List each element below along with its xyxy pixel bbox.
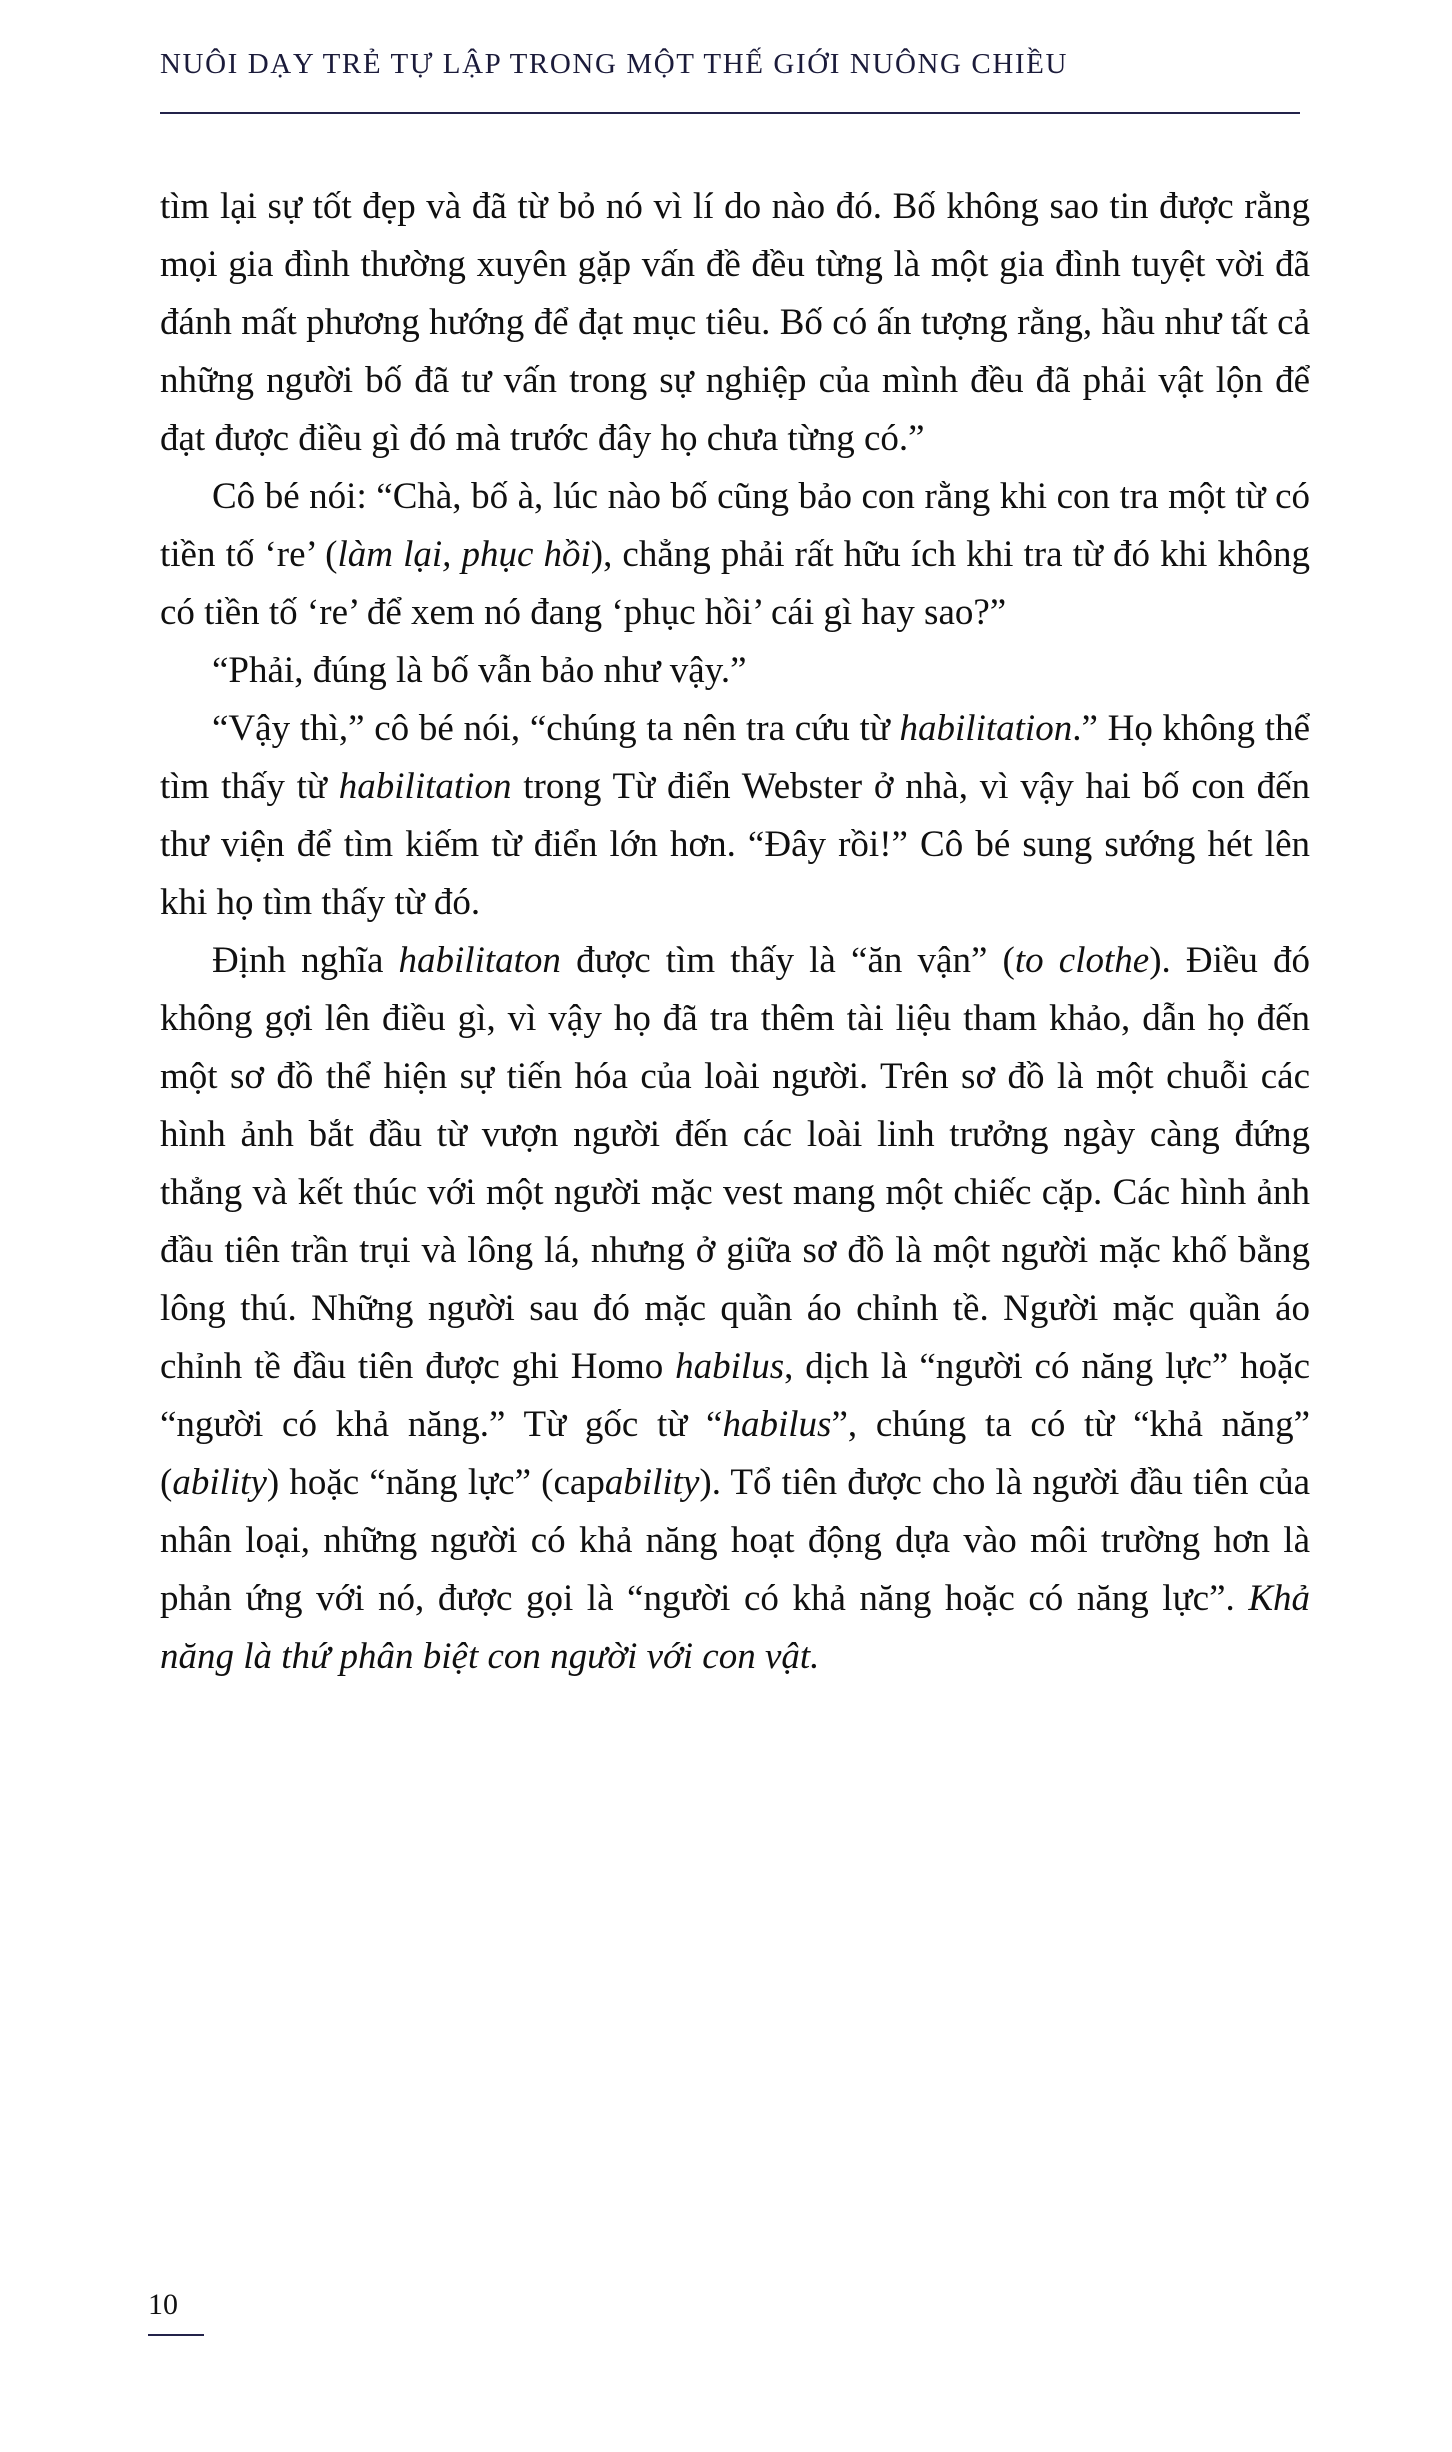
paragraph-4-text: “Vậy thì,” cô bé nói, “chúng ta nên tra cứu từ habilitation.” Họ không thể tìm thấy từ habilitation trong Từ điển Webster ở nhà, vì vậy hai bố con đến thư viện để tìm kiếm từ điển lớn hơn. “Đây rồi!” Cô bé sung sướng hét lên khi họ tìm thấy từ đó. — [160, 708, 1310, 923]
running-head: NUÔI DẠY TRẺ TỰ LẬP TRONG MỘT THẾ GIỚI NUÔNG CHIỀU — [160, 48, 1069, 80]
paragraph-4 — [160, 700, 1310, 932]
paragraph-5-text: Định nghĩa habilitaton được tìm thấy là “ăn vận” (to clothe). Điều đó không gợi lên điều gì, vì vậy họ đã tra thêm tài liệu tham khảo, dẫn họ đến một sơ đồ thể hiện sự tiến hóa của loài người. Trên sơ đồ là một chuỗi các hình ảnh bắt đầu từ vượn người đến các loài linh trưởng ngày càng đứng thẳng và kết thúc với một người mặc vest mang một chiếc cặp. Các hình ảnh đầu tiên trần trụi và lông lá, nhưng ở giữa sơ đồ là một người mặc khố bằng lông thú. Những người sau đó mặc quần áo chỉnh tề. Người mặc quần áo chỉnh tề đầu tiên được ghi Homo habilus, dịch là “người có năng lực” hoặc “người có khả năng.” Từ gốc từ “habilus”, chúng ta có từ “khả năng” (ability) hoặc “năng lực” (capability). Tổ tiên được cho là người đầu tiên của nhân loại, những người có khả năng hoạt động dựa vào môi trường hơn là phản ứng với nó, được gọi là “người có khả năng hoặc có năng lực”. Khả năng là thứ phân biệt con người với con vật. — [160, 940, 1311, 1677]
paragraph-3-text: “Phải, đúng là bố vẫn bảo như vậy.” — [212, 650, 747, 691]
paragraph-2-text: Cô bé nói: “Chà, bố à, lúc nào bố cũng bảo con rằng khi con tra một từ có tiền tố ‘re’ (làm lại, phục hồi), chẳng phải rất hữu ích khi tra từ đó khi không có tiền tố ‘re’ để xem nó đang ‘phục hồi’ cái gì hay sao?” — [160, 476, 1310, 633]
paragraph-5 — [160, 932, 1310, 1686]
paragraph-2 — [160, 468, 1310, 642]
paragraph-1-text: tìm lại sự tốt đẹp và đã từ bỏ nó vì lí do nào đó. Bố không sao tin được rằng mọi gia đình thường xuyên gặp vấn đề đều từng là một gia đình tuyệt vời đã đánh mất phương hướng để đạt mục tiêu. Bố có ấn tượng rằng, hầu như tất cả những người bố đã tư vấn trong sự nghiệp của mình đều đã phải vật lộn để đạt được điều gì đó mà trước đây họ chưa từng có.” — [160, 186, 1310, 459]
paragraph-3 — [160, 642, 1310, 700]
page-number-divider — [148, 2334, 204, 2336]
header-divider — [160, 112, 1300, 114]
body-text-column — [160, 178, 1310, 1686]
paragraph-1 — [160, 178, 1310, 468]
page-number: 10 — [148, 2288, 178, 2321]
